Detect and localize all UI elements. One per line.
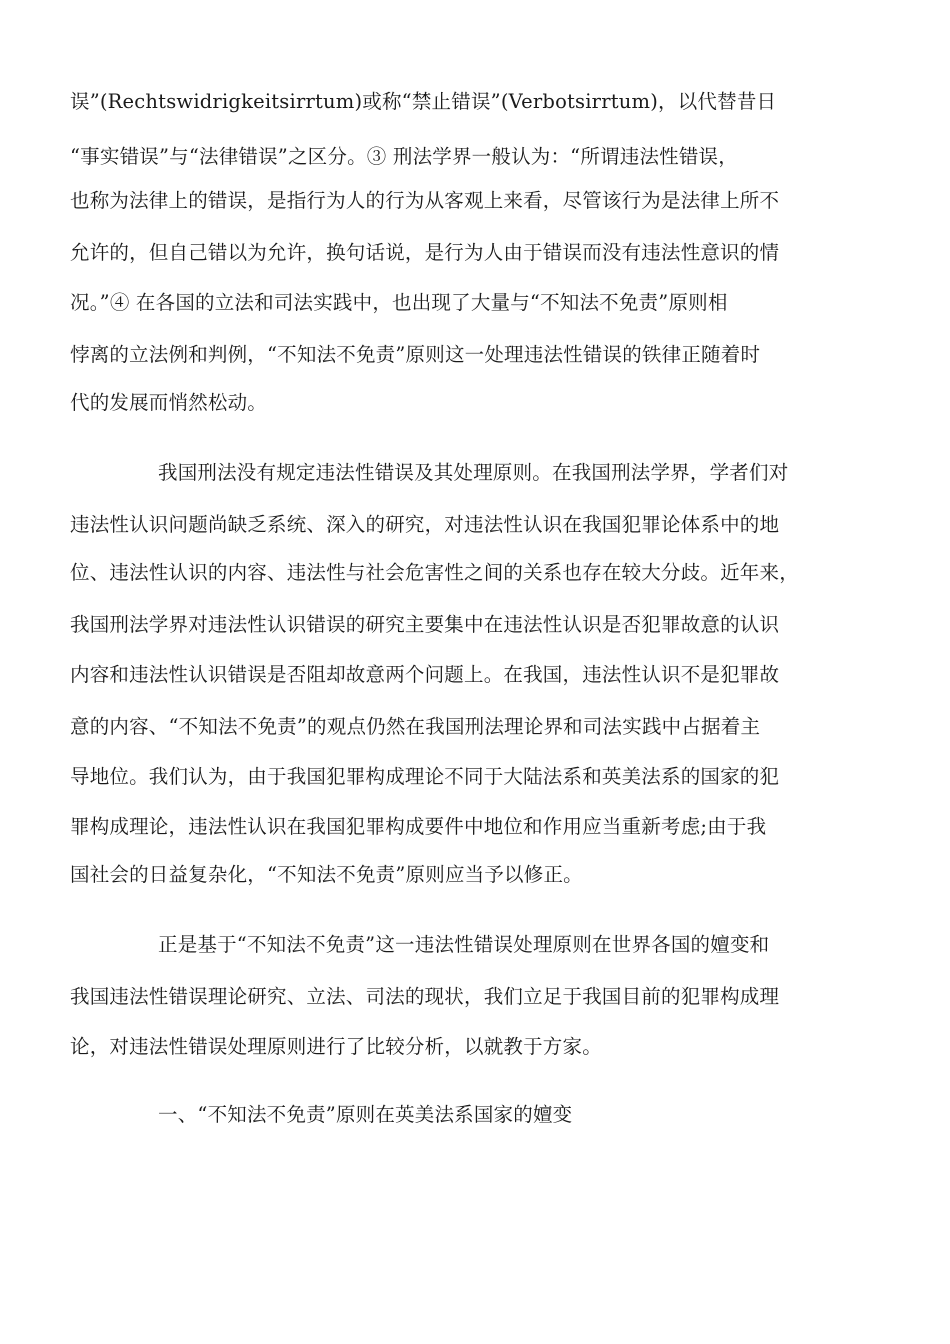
- paragraph-line: 位、违法性认识的内容、违法性与社会危害性之间的关系也存在较大分歧。近年来，: [70, 561, 799, 584]
- paragraph-line: 况。”④ 在各国的立法和司法实践中，也出现了大量与“不知法不免责”原则相: [70, 291, 728, 314]
- paragraph-line: 内容和违法性认识错误是否阻却故意两个问题上。在我国，违法性认识不是犯罪故: [70, 663, 780, 686]
- paragraph-line: 罪构成理论，违法性认识在我国犯罪构成要件中地位和作用应当重新考虑;由于我: [70, 815, 767, 838]
- paragraph-line: 误”(Rechtswidrigkeitsirrtum)或称“禁止错误”(Verbotsirrtum)，以代替昔日: [70, 90, 777, 113]
- section-heading: 一、“不知法不免责”原则在英美法系国家的嬗变: [158, 1103, 573, 1126]
- paragraph-line: 违法性认识问题尚缺乏系统、深入的研究，对违法性认识在我国犯罪论体系中的地: [70, 513, 780, 536]
- paragraph-line: 国社会的日益复杂化，“不知法不免责”原则应当予以修正。: [70, 863, 583, 886]
- paragraph-line: 代的发展而悄然松动。: [70, 391, 268, 414]
- paragraph-line: 也称为法律上的错误，是指行为人的行为从客观上来看，尽管该行为是法律上所不: [70, 189, 780, 212]
- paragraph-line: 导地位。我们认为，由于我国犯罪构成理论不同于大陆法系和英美法系的国家的犯: [70, 765, 780, 788]
- paragraph-line: 意的内容、“不知法不免责”的观点仍然在我国刑法理论界和司法实践中占据着主: [70, 715, 761, 738]
- paragraph-line: 允许的，但自己错以为允许，换句话说，是行为人由于错误而没有违法性意识的情: [70, 241, 780, 264]
- paragraph-line: 我国违法性错误理论研究、立法、司法的现状，我们立足于我国目前的犯罪构成理: [70, 985, 780, 1008]
- paragraph-line: 正是基于“不知法不免责”这一违法性错误处理原则在世界各国的嬗变和: [158, 933, 770, 956]
- paragraph-line: 我国刑法没有规定违法性错误及其处理原则。在我国刑法学界，学者们对: [158, 461, 789, 484]
- paragraph-line: 论，对违法性错误处理原则进行了比较分析，以就教于方家。: [70, 1035, 602, 1058]
- paragraph-line: “事实错误”与“法律错误”之区分。③ 刑法学界一般认为：“所谓违法性错误，: [70, 145, 738, 168]
- paragraph-line: 我国刑法学界对违法性认识错误的研究主要集中在违法性认识是否犯罪故意的认识: [70, 613, 780, 636]
- paragraph-line: 悖离的立法例和判例，“不知法不免责”原则这一处理违法性错误的铁律正随着时: [70, 343, 761, 366]
